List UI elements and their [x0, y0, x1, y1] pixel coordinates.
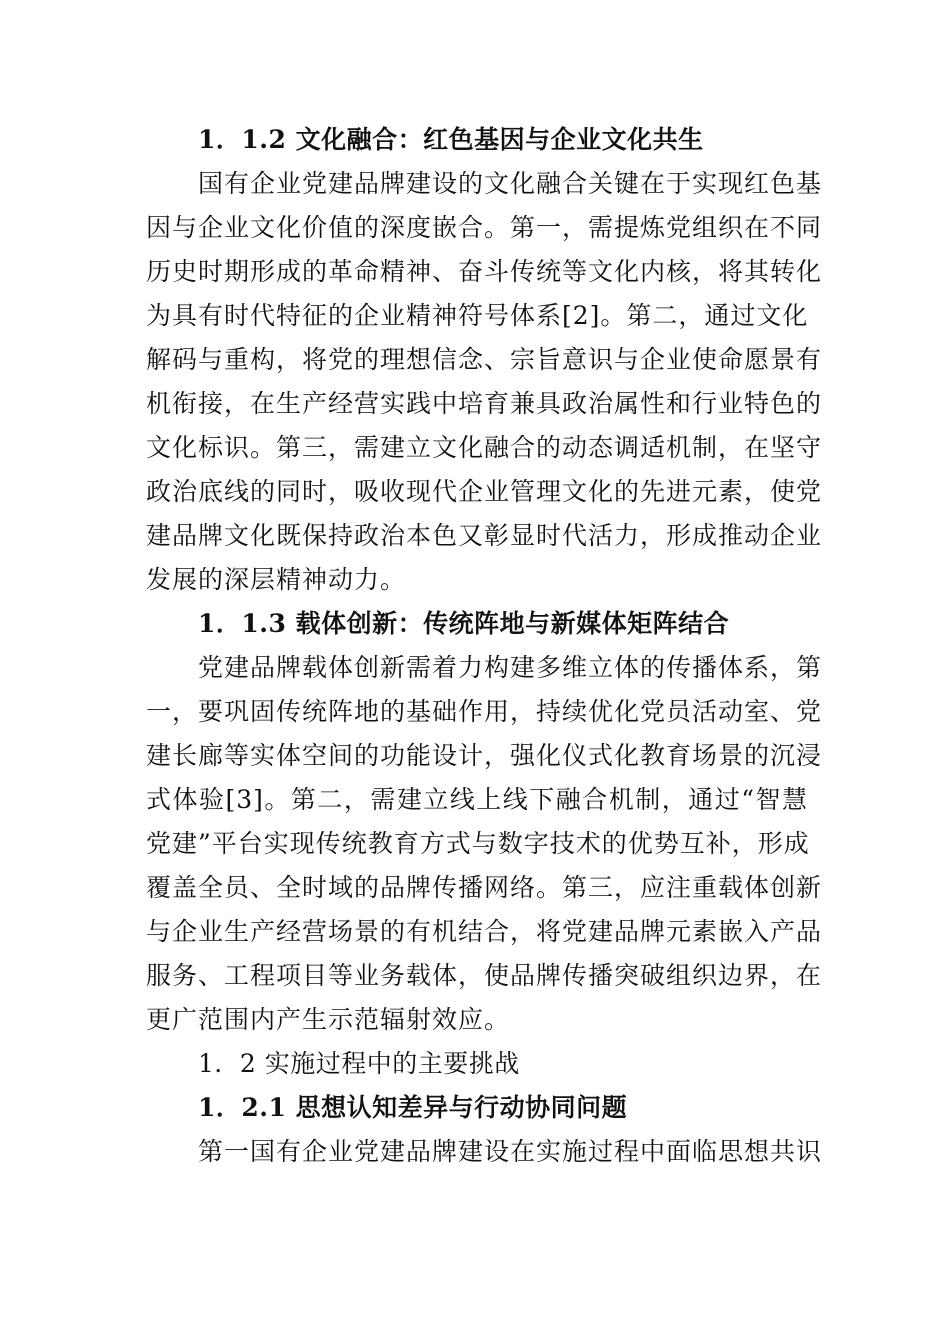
- text-line: 解码与重构，将党的理想信念、宗旨意识与企业使命愿景有: [146, 345, 823, 374]
- text-line: 第一国有企业党建品牌建设在实施过程中面临思想共识: [198, 1137, 823, 1166]
- paragraph-cultural-fusion: [146, 162, 823, 602]
- text-line: 覆盖全员、全时域的品牌传播网络。第三，应注重载体创新: [146, 873, 823, 902]
- text-line: 与企业生产经营场景的有机结合，将党建品牌元素嵌入产品: [146, 917, 823, 946]
- text-line: 国有企业党建品牌建设的文化融合关键在于实现红色基: [198, 169, 823, 198]
- section-heading-1-1-3: 1．1.3 载体创新：传统阵地与新媒体矩阵结合: [198, 609, 730, 638]
- text-line: 为具有时代特征的企业精神符号体系[2]。第二，通过文化: [146, 301, 809, 330]
- document-page: [146, 118, 823, 1174]
- paragraph-challenges: [146, 1130, 823, 1174]
- paragraph-carrier-innovation: [146, 646, 823, 1042]
- text-line: 发展的深层精神动力。: [146, 565, 407, 594]
- text-line: 建长廊等实体空间的功能设计，强化仪式化教育场景的沉浸: [146, 741, 823, 770]
- section-heading-1-1-2: 1．1.2 文化融合：红色基因与企业文化共生: [198, 125, 704, 154]
- text-line: 历史时期形成的革命精神、奋斗传统等文化内核，将其转化: [146, 257, 823, 286]
- text-line: 式体验[3]。第二，需建立线上线下融合机制，通过“智慧: [146, 785, 808, 814]
- text-line: 机衔接，在生产经营实践中培育兼具政治属性和行业特色的: [146, 389, 823, 418]
- section-heading-1-2-1: 1．2.1 思想认知差异与行动协同问题: [198, 1093, 628, 1122]
- text-line: 服务、工程项目等业务载体，使品牌传播突破组织边界，在: [146, 961, 823, 990]
- text-line: 建品牌文化既保持政治本色又彰显时代活力，形成推动企业: [146, 521, 823, 550]
- text-line: 文化标识。第三，需建立文化融合的动态调适机制，在坚守: [146, 433, 823, 462]
- text-line: 更广范围内产生示范辐射效应。: [146, 1005, 511, 1034]
- text-line: 党建品牌载体创新需着力构建多维立体的传播体系，第: [198, 653, 823, 682]
- text-line: 党建”平台实现传统教育方式与数字技术的优势互补，形成: [146, 829, 810, 858]
- text-line: 政治底线的同时，吸收现代企业管理文化的先进元素，使党: [146, 477, 823, 506]
- section-heading-1-2: 1．2 实施过程中的主要挑战: [198, 1049, 520, 1078]
- text-line: 一，要巩固传统阵地的基础作用，持续优化党员活动室、党: [146, 697, 823, 726]
- text-line: 因与企业文化价值的深度嵌合。第一，需提炼党组织在不同: [146, 213, 823, 242]
